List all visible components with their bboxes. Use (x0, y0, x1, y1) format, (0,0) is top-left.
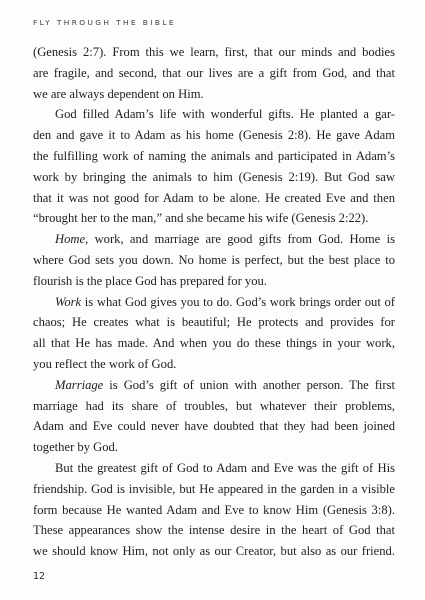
text-line: (Genesis 2:7). From this we learn, first, that our minds and bodies (33, 45, 395, 59)
running-head: FLY THROUGH THE BIBLE (33, 18, 176, 27)
text-line: “brought her to the man,” and she became his wife (Genesis 2:22). (33, 211, 369, 226)
text-line: Adam and Eve could never have doubted that they had been joined (33, 419, 395, 434)
text-line: flourish is the place God has prepared for you. (33, 273, 267, 288)
text-line: God filled Adam’s life with wonderful gifts. He planted a gar- (55, 107, 395, 122)
text-line: the fulfilling work of naming the animals and participated in Adam’s (33, 148, 395, 163)
text-line: form because He wanted Adam and Eve to know Him (Genesis 3:8). (33, 502, 395, 517)
text-line: den and gave it to Adam as his home (Genesis 2:8). He gave Adam (33, 128, 395, 143)
text-line: marriage had its share of troubles, but whatever their problems, (33, 398, 395, 413)
text-line: that it was not good for Adam to be alone. He created Eve and then (33, 190, 395, 205)
text-line: are fragile, and second, that our lives are a gift from God, and that (33, 65, 395, 80)
text-line: friendship. God is invisible, but He appeared in the garden in a visible (33, 481, 395, 496)
text-line: Home, work, and marriage are good gifts from God. Home is (55, 232, 395, 247)
text-line: where God sets you down. No home is perfect, but the best place to (33, 252, 395, 267)
text-line: Marriage is God’s gift of union with another person. The first (55, 377, 395, 392)
body-text (33, 42, 395, 562)
text-line: work by bringing the animals to him (Genesis 2:19). But God saw (33, 169, 395, 184)
text-line: all that He has made. And when you do these things in your work, (33, 336, 395, 351)
text-line: we are always dependent on Him. (33, 86, 204, 101)
text-line: Work is what God gives you to do. God’s work brings order out of (55, 294, 395, 309)
text-line: we should know Him, not only as our Creator, but also as our friend. (33, 544, 395, 559)
text-line: chaos; He creates what is beautiful; He protects and provides for (33, 315, 395, 330)
text-line: together by God. (33, 440, 118, 455)
text-line: But the greatest gift of God to Adam and Eve was the gift of His (55, 460, 395, 475)
page-number: 12 (33, 571, 46, 582)
text-line: you reflect the work of God. (33, 356, 177, 371)
text-line: These appearances show the intense desire in the heart of God that (33, 523, 395, 538)
